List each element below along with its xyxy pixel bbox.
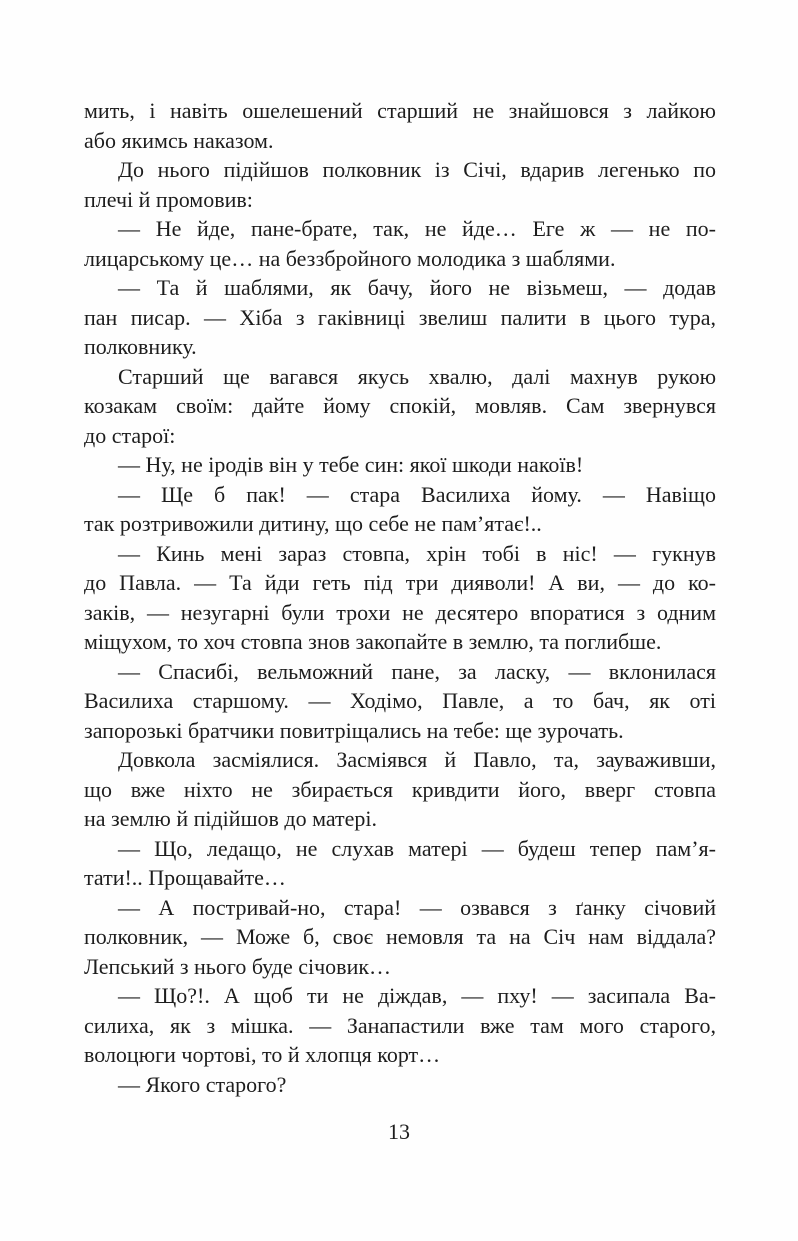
- text-line: так розтривожили дитину, що себе не пам’ятає!..: [84, 511, 542, 536]
- text-line: — А постривай-но, стара! — озвався з ґанку січовий: [118, 894, 716, 920]
- text-line: — Ну, не іродів він у тебе син: якої шкоди накоїв!: [118, 452, 584, 477]
- paragraph: [84, 893, 716, 982]
- page-footer: [0, 1118, 798, 1146]
- paragraph: [84, 450, 716, 480]
- text-line: на землю й підійшов до матері.: [84, 806, 378, 831]
- text-line: міщухом, то хоч стовпа знов закопайте в землю, та поглибше.: [84, 629, 662, 654]
- text-line: запорозькі братчики повитріщались на тебе: ще зурочать.: [84, 717, 624, 743]
- text-line: Старший ще вагався якусь хвалю, далі махнув рукою: [118, 363, 716, 389]
- paragraph: [84, 214, 716, 273]
- paragraph: [84, 834, 716, 893]
- text-line: силиха, як з мішка. — Занапастили вже там мого старого,: [84, 1012, 716, 1038]
- text-line: до старої:: [84, 422, 176, 448]
- paragraph: [84, 362, 716, 451]
- text-line: — Якого старого?: [118, 1071, 287, 1097]
- text-line: лицарському це… на беззбройного молодика з шаблями.: [84, 245, 616, 271]
- text-line: — Ще б пак! — стара Василиха йому. — Навіщо: [118, 481, 716, 507]
- text-line: Лепський з нього буде січовик…: [84, 953, 392, 979]
- text-line: заків, — незугарні були трохи не десятеро впоратися з одним: [84, 599, 716, 625]
- text-line: — Кинь мені зараз стовпа, хрін тобі в ніс! — гукнув: [118, 540, 716, 566]
- page-number: 13: [388, 1119, 410, 1144]
- text-line: — Не йде, пане-брате, так, не йде… Еге ж — не по-: [118, 216, 716, 241]
- text-line: Василиха старшому. — Ходімо, Павле, а то бач, як оті: [84, 688, 716, 713]
- text-block: [84, 96, 716, 1099]
- paragraph: [84, 981, 716, 1070]
- text-line: До нього підійшов полковник із Січі, вдарив легенько по: [118, 157, 716, 182]
- text-line: до Павла. — Та йди геть під три дияволи! А ви, — до ко-: [84, 570, 716, 595]
- text-line: тати!.. Прощавайте…: [84, 865, 286, 890]
- text-line: — Що?!. А щоб ти не діждав, — пху! — засипала Ва-: [118, 983, 716, 1008]
- paragraph: [84, 1070, 716, 1100]
- text-line: пан писар. — Хіба з гаківниці звелиш палити в цього тура,: [84, 304, 716, 330]
- paragraph: [84, 480, 716, 539]
- text-line: — Та й шаблями, як бачу, його не візьмеш, — додав: [118, 275, 716, 300]
- paragraph: [84, 745, 716, 834]
- text-line: плечі й промовив:: [84, 186, 253, 212]
- text-line: — Спасибі, вельможний пане, за ласку, — вклонилася: [118, 658, 716, 684]
- paragraph: [84, 657, 716, 746]
- text-line: волоцюги чортові, то й хлопця корт…: [84, 1042, 441, 1067]
- paragraph: [84, 539, 716, 657]
- text-line: козакам своїм: дайте йому спокій, мовляв. Сам звернувся: [84, 393, 716, 418]
- text-line: Довкола засміялися. Засміявся й Павло, та, зауваживши,: [118, 747, 716, 772]
- text-line: — Що, ледащо, не слухав матері — будеш тепер пам’я-: [118, 835, 716, 861]
- text-line: полковнику.: [84, 334, 197, 359]
- text-line: або якимсь наказом.: [84, 127, 274, 153]
- text-line: полковник, — Може б, своє немовля та на Січ нам віддала?: [84, 924, 716, 949]
- text-line: мить, і навіть ошелешений старший не знайшовся з лайкою: [84, 98, 716, 123]
- text-line: що вже ніхто не збирається кривдити його, вверг стовпа: [84, 776, 716, 802]
- paragraph: [84, 96, 716, 155]
- paragraph: [84, 273, 716, 362]
- paragraph: [84, 155, 716, 214]
